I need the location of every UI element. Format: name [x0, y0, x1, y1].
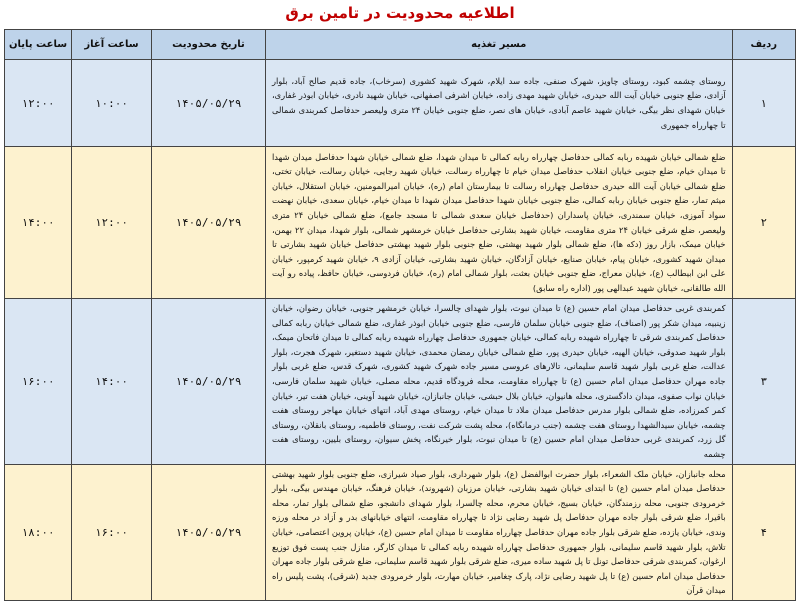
route-text: محله جانبازان، خیابان ملک الشعراء، بلوار حضرت ابوالفضل (ع)، بلوار شهرداری، بلوار صیاد شیرازی، ضلع جنوبی بلوار شهید بهشتی حدفاصل میدان امام حسین (ع) تا ابتدای خیابان شهید بشارتی، خیابان مرزبان (شهروند)، خیابان فرهنگ، خیابان مهندس بیگی، بلوار خرمرودی جنوبی، محله رزمندگان، خیابان بسیج، خیابان محرم، محله چالسرا، بلوار شهدای دانشجو، ضلع شمالی بلوار تمار، محله باقیرا، ضلع شرقی بلوار جاده مهران حدفاصل پل شهید رضایی نژاد تا چهارراه مقاومت، انتهای خیابانهای بدر و آزاد در محله ورزه وندی، خیابان یازده، ضلع شرقی بلوار جاده مهران حدفاصل چهارراه مقاومت تا میدان امام حسین (ع)، خیابان پروین اعتصامی، خیابان تلاش، بلوار شهید قاسم سلیمانی، بلوار جمهوری حدفاصل چهارراه شهیده ربابه کمالی تا میدان کارگر، منازل جنب پست فوق توزیع ارغوان، کمربندی شرقی حدفاصل تونل تا پل شهید ساده میری، ضلع شرقی بلوار شهید قاسم سلیمانی، ضلع شرقی بلوار جاده مهران حدفاصل میدان امام حسین (ع) تا پل شهید رضایی نژاد، پارک چغامیر، خیابان مهارت، بلوار خرمرودی جدید (شرقی)، پشت پلیس راه میدان قرآن [265, 464, 732, 600]
start-time: ۱۲:۰۰ [72, 147, 152, 299]
table-row [5, 464, 796, 600]
header-start-time: ساعت آغاز [72, 30, 152, 60]
header-route: مسیر تغذیه [265, 30, 732, 60]
end-time: ۱۶:۰۰ [5, 299, 72, 465]
header-row-number: ردیف [732, 30, 795, 60]
table-row [5, 60, 796, 147]
row-number: ۲ [732, 147, 795, 299]
outage-table [4, 29, 796, 601]
table-row [5, 147, 796, 299]
outage-date: ۱۴۰۵/۰۵/۲۹ [151, 299, 265, 465]
route-text: ضلع شمالی خیابان شهیده ربابه کمالی حدفاصل چهارراه ربابه کمالی تا میدان شهدا، ضلع شمالی خیابان شهدا حدفاصل میدان شهدا تا میدان خیام، ضلع جنوبی خیابان انقلاب حدفاصل میدان خیام تا چهارراه رسالت، خیابان شهید رجایی، خیابان رسالت، خیابان تختی، ضلع شمالی خیابان آیت الله حیدری حدفاصل چهارراه رسالت تا بیمارستان امام (ره)، خیابان امیرالمومنین، خیابان استقلال، خیابان میثم تمار، ضلع جنوبی خیابان ربابه کمالی، ضلع جنوبی خیابان شهدا حدفاصل میدان شهدا تا میدان خیام، خیابان سعدی، خیابان نهضت سواد آموزی، خیابان سمندری، خیابان پاسداران (حدفاصل خیابان سعدی شمالی تا مسجد جامع)، ضلع شمالی خیابان ۲۴ متری ولیعصر، ضلع شرقی خیابان ۲۴ متری مقاومت، خیابان شهید بشارتی حدفاصل خیابان خرمشهر شمالی، بلوار شهدا، میدان ۲۲ بهمن، خیابان میمک، بازار روز (دکه ها)، ضلع شمالی بلوار شهید بهشتی، ضلع جنوبی بلوار شهید بهشتی حدفاصل خیابان شهید بشارتی تا میدان شهید کشوری، خیابان پیام، خیابان صنایع، خیابان آزادگان، خیابان شهید بشارتی، خیابان آزادی ۹، خیابان شهید کرمپور، خیابان علی ابن ابیطالب (ع)، خیابان معراج، ضلع جنوبی خیابان بعثت، بلوار شمالی امام (ره)، خیابان فردوسی، خیابان حافظ، پیاده رو آیت الله طالقانی، خیابان شهید عبدالهی پور (اداره راه سابق) [265, 147, 732, 299]
outage-date: ۱۴۰۵/۰۵/۲۹ [151, 147, 265, 299]
start-time: ۱۰:۰۰ [72, 60, 152, 147]
route-text: کمربندی غربی حدفاصل میدان امام حسین (ع) تا میدان نبوت، بلوار شهدای چالسرا، خیابان خرمشهر جنوبی، خیابان رضوان، خیابان زینبیه، میدان شکر پور (اصناف)، ضلع جنوبی خیابان سلمان فارسی، ضلع جنوبی خیابان ابوذر غفاری، ضلع شمالی خیابان ربابه کمالی حدفاصل کمربندی شرقی تا چهارراه شهیده ربابه کمالی، خیابان جمهوری حدفاصل چهارراه شهیده ربابه کمالی تا میدان فاتحان میمک، بلوار شهید صدوقی، خیابان الهیه، خیابان حیدری پور، ضلع شمالی خیابان رمضان محمدی، خیابان شهید دستغیر، شهرک هجرت، بلوار عدالت، ضلع غربی بلوار شهید قاسم سلیمانی، تالارهای عروسی مسیر جاده شهرک شهید کشوری، شهرک قدس، ضلع غربی بلوار جاده مهران حدفاصل میدان امام حسین (ع) تا چهارراه مقاومت، محله فرودگاه قدیم، محله مصلی، خیابان شهید سلمان فارسی، خیابان نواب صفوی، میدان دادگستری، محله هانیوان، خیابان بلال حبشی، خیابان جانبازان، خیابان شهید آوینی، خیابان هفت تیر، خیابان کمر کمرزاده، ضلع شمالی بلوار مدرس حدفاصل میدان ملاد تا میدان خیام، روستای مهدی آباد، انتهای خیابان مهاجر روستای هفت چشمه، خیابان سیدالشهدا روستای هفت چشمه (جنب درمانگاه)، محله پشت شرکت نفت، روستای فاطمیه، روستای بانقلان، روستای گل زرد، کمربندی غربی حدفاصل میدان امام حسین (ع) تا میدان نبوت، بلوار خیرنگاه، پخش سیوان، روستای بلیین، روستای هفت چشمه [265, 299, 732, 465]
table-header-row [5, 30, 796, 60]
start-time: ۱۴:۰۰ [72, 299, 152, 465]
end-time: ۱۴:۰۰ [5, 147, 72, 299]
page-title: اطلاعیه محدودیت در تامین برق [285, 4, 515, 22]
table-row [5, 299, 796, 465]
header-end-time: ساعت پایان [5, 30, 72, 60]
end-time: ۱۸:۰۰ [5, 464, 72, 600]
start-time: ۱۶:۰۰ [72, 464, 152, 600]
outage-date: ۱۴۰۵/۰۵/۲۹ [151, 464, 265, 600]
end-time: ۱۲:۰۰ [5, 60, 72, 147]
route-text: روستای چشمه کبود، روستای چاویز، شهرک صنفی، جاده سد ایلام، شهرک شهید کشوری (سرخاب)، جاده قدیم صالح آباد، بلوار آزادی، ضلع جنوبی خیابان آیت الله حیدری، خیابان شهید مهدی زاده، خیابان اشرفی اصفهانی، خیابان شهید نادری، خیابان ابوذر غفاری، خیابان شهدای نظر بیگی، خیابان شهید عاصم آبادی، خیابان های نصر، ضلع جنوبی خیابان ۲۴ متری ولیعصر حدفاصل کمربندی شمالی تا چهارراه جمهوری [265, 60, 732, 147]
row-number: ۳ [732, 299, 795, 465]
outage-date: ۱۴۰۵/۰۵/۲۹ [151, 60, 265, 147]
header-date: تاریخ محدودیت [151, 30, 265, 60]
row-number: ۱ [732, 60, 795, 147]
row-number: ۴ [732, 464, 795, 600]
